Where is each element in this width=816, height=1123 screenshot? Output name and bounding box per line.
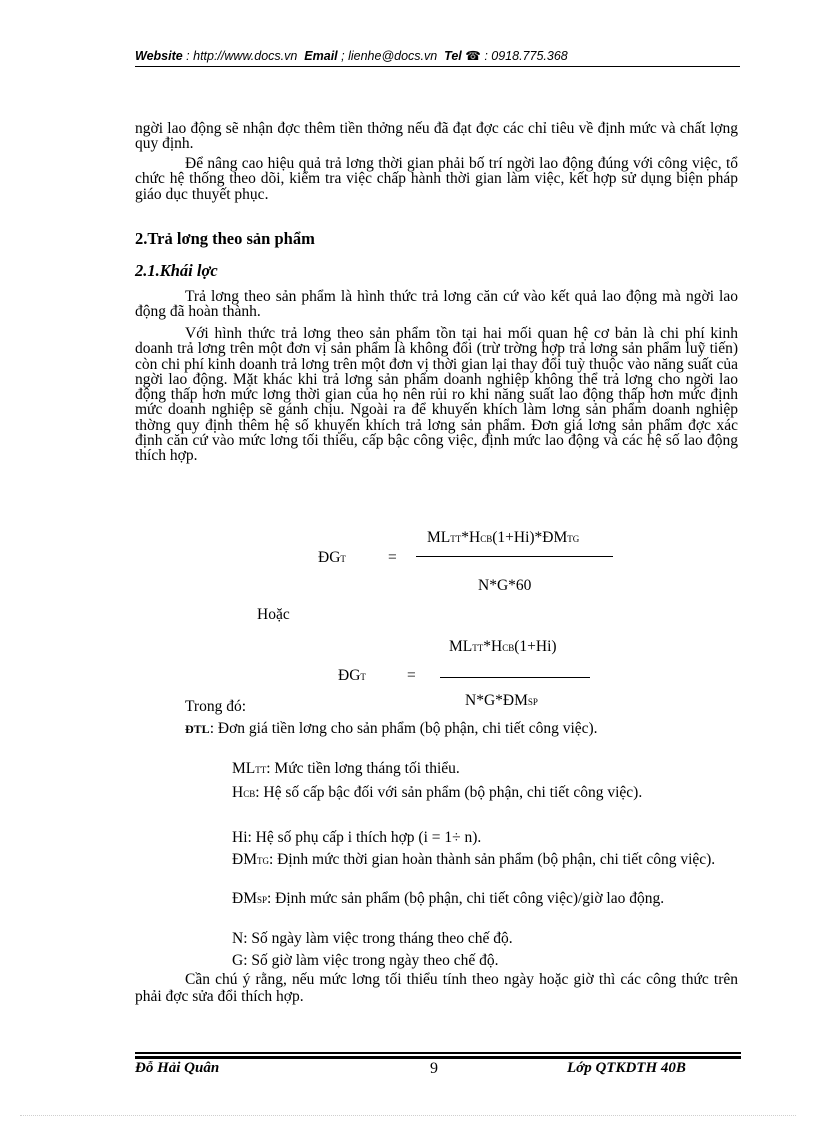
definition-subscript: TT (255, 765, 267, 775)
formula-term: (1+Hi)*ĐM (492, 529, 568, 546)
formula-1-fraction-bar (416, 556, 613, 557)
formula-2-equals: = (407, 667, 416, 684)
formula-term: ML (427, 529, 451, 546)
definition-g: G: Số giờ làm việc trong ngày theo chế độ. (232, 952, 499, 969)
definition-text: : Định mức thời gian hoàn thành sản phẩm (bộ phận, chi tiết công việc). (268, 851, 716, 868)
definition-symbol: H (232, 784, 244, 801)
footer-class: Lớp QTKDTH 40B (567, 1060, 686, 1076)
formula-1-lhs (318, 549, 346, 567)
phone-icon: ☎ (465, 49, 481, 63)
paragraph-4: Với hình thức trả lơng theo sản phẩm tồn tại hai mối quan hệ cơ bản là chi phí kinh doanh trả lơng trên một đơn vị sản phẩm là không đổi (trừ trờng hợp trả lơng sản phẩm luỹ tiến) còn chi phí kinh doanh trả lơng trên một đơn vị thời gian lại thay đổi tuỳ thuộc vào năng suất của ngời lao động. Mặt khác khi trả lơng sản phẩm doanh nghiệp không thể trả lơng cho ngời lao động thấp hơn mức lơng thời gian của họ nên rủi ro khi năng suất lao động thấp hơn mức định mức doanh nghiệp sẽ gánh chịu. Ngoài ra để khuyến khích làm lơng sản phẩm doanh nghiệp thờng quy định thêm hệ số khuyến khích trả lơng sản phẩm. Đơn giá lơng sản phẩm đợc xác định căn cứ vào mức lơng tối thiểu, cấp bậc công việc, định mức lao động và các hệ số lao động thích hợp. (135, 325, 738, 465)
footer-rule-thick (135, 1056, 741, 1059)
or-text: Hoặc (257, 606, 290, 623)
formula-subscript: TG (567, 534, 580, 544)
paragraph-2: Để nâng cao hiệu quả trả lơng thời gian phải bố trí ngời lao động đúng với công việc, tổ chức hệ thống theo dõi, kiểm tra việc chấp hành thời gian làm việc, kết hợp sử dụng biện pháp giáo dục thuyết phục. (135, 155, 738, 203)
email-link[interactable]: lienhe@docs.vn (348, 49, 438, 63)
formula-term: ĐG (318, 549, 341, 566)
paragraph-3: Trả lơng theo sản phẩm là hình thức trả lơng căn cứ vào kết quả lao động mà ngời lao động đã hoàn thành. (135, 288, 738, 321)
formula-term: *H (461, 529, 481, 546)
definition-symbol: ML (232, 760, 256, 777)
header-separator: : (182, 49, 194, 63)
footer-rule (135, 1052, 741, 1054)
definition-symbol: ĐTL (185, 722, 210, 736)
formula-2-fraction-bar (440, 677, 590, 678)
definition-mltt (135, 759, 738, 780)
definition-dmtg (135, 850, 738, 871)
closing-paragraph: Cần chú ý rằng, nếu mức lơng tối thiểu tính theo ngày hoặc giờ thì các công thức trên phải đợc sửa đổi thích hợp. (135, 971, 738, 1005)
definition-dtl (135, 719, 738, 739)
formula-2-numerator (449, 638, 557, 656)
section-heading: 2.Trả lơng theo sản phẩm (135, 229, 315, 248)
formula-term: *H (483, 638, 503, 655)
definition-text: : Hệ số cấp bậc đối với sản phẩm (bộ phận, chi tiết công việc). (255, 784, 643, 801)
definition-text: : Mức tiền lơng tháng tối thiểu. (266, 760, 460, 777)
page-number: 9 (430, 1060, 438, 1077)
formula-2-lhs (338, 667, 366, 685)
definition-subscript: CB (243, 789, 256, 799)
website-label: Website (135, 49, 183, 63)
footer-author: Đỗ Hải Quân (135, 1060, 220, 1076)
subsection-heading: 2.1.Khái lợc (135, 261, 218, 280)
header-separator: : (480, 49, 492, 63)
formula-subscript: SP (527, 697, 538, 707)
formula-term: (1+Hi) (514, 638, 557, 655)
formula-2-denominator (465, 692, 538, 710)
formula-subscript: T (340, 554, 346, 564)
definition-n: N: Số ngày làm việc trong tháng theo chế độ. (232, 930, 513, 947)
tel-value: 0918.775.368 (491, 49, 568, 63)
definition-hi: Hi: Hệ số phụ cấp i thích hợp (i = 1÷ n). (232, 829, 482, 846)
formula-subscript: TT (472, 643, 484, 653)
formula-subscript: TT (450, 534, 462, 544)
definition-hcb (135, 783, 738, 804)
page-header (135, 48, 740, 63)
definition-symbol: ĐM (232, 890, 257, 907)
definition-dmsp (135, 889, 738, 910)
email-label: Email (304, 49, 338, 63)
website-link[interactable]: http://www.docs.vn (193, 49, 298, 63)
formula-subscript: CB (502, 643, 515, 653)
formula-term: N*G*ĐM (465, 692, 528, 709)
formula-term: ĐG (338, 667, 361, 684)
definition-text: : Đơn giá tiền lơng cho sản phẩm (bộ phận, chi tiết công việc). (209, 720, 598, 737)
where-label: Trong đó: (185, 698, 247, 715)
formula-subscript: T (360, 672, 366, 682)
paragraph-1: ngời lao động sẽ nhận đợc thêm tiền thởng nếu đã đạt đợc các chỉ tiêu về định mức và chất lợng quy định. (135, 120, 738, 153)
tel-label: Tel (444, 49, 462, 63)
formula-1-numerator (427, 529, 579, 547)
definition-text: : Định mức sản phẩm (bộ phận, chi tiết công việc)/giờ lao động. (267, 890, 665, 907)
definition-subscript: SP (256, 895, 267, 905)
formula-1-equals: = (388, 549, 397, 566)
formula-term: ML (449, 638, 473, 655)
header-separator: ; (337, 49, 349, 63)
formula-1-denominator: N*G*60 (478, 577, 532, 594)
definition-subscript: TG (256, 856, 269, 866)
definition-symbol: ĐM (232, 851, 257, 868)
formula-subscript: CB (480, 534, 493, 544)
header-rule (135, 66, 740, 67)
page-bottom-border (20, 1115, 796, 1116)
